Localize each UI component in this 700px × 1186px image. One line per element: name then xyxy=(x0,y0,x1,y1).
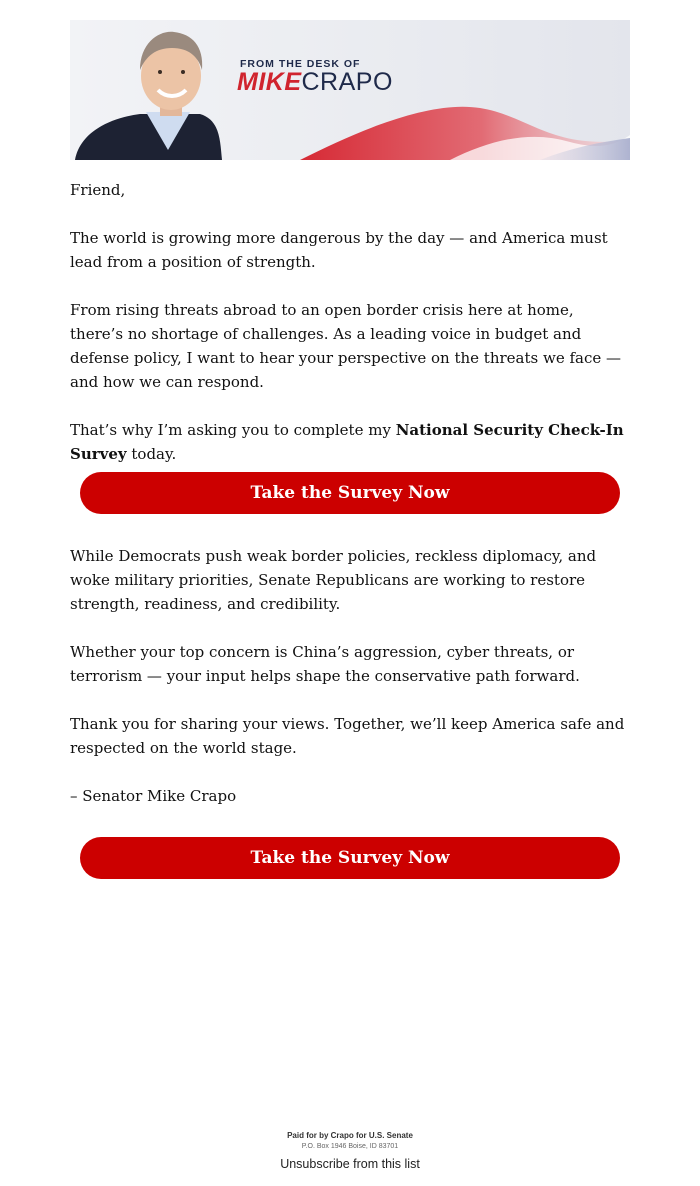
greeting: Friend, xyxy=(70,181,126,199)
take-survey-button-bottom[interactable]: Take the Survey Now xyxy=(80,837,620,879)
email-footer xyxy=(0,1130,700,1174)
paragraph-6: Thank you for sharing your views. Together, we’ll keep America safe and respected on the world stage. xyxy=(70,715,625,757)
paid-for-disclaimer: Paid for by Crapo for U.S. Senate xyxy=(287,1131,413,1140)
paragraph-4: While Democrats push weak border policies, reckless diplomacy, and woke military priorities, Senate Republicans are working to restore strength, readiness, and credibility. xyxy=(70,547,597,613)
take-survey-button-top[interactable]: Take the Survey Now xyxy=(80,472,620,514)
paragraph-3-intro: That’s why I’m asking you to complete my xyxy=(70,421,396,439)
email-body-top xyxy=(70,178,630,490)
paragraph-1: The world is growing more dangerous by the day — and America must lead from a position of strength. xyxy=(70,229,608,271)
survey-name: National Security Check-In Survey xyxy=(70,421,624,463)
senator-portrait xyxy=(70,20,230,160)
banner-name-logo xyxy=(237,68,393,96)
header-banner xyxy=(70,20,630,160)
signature: – Senator Mike Crapo xyxy=(70,787,237,805)
banner-last-name: CRAPO xyxy=(301,68,393,96)
mailing-address: P.O. Box 1946 Boise, ID 83701 xyxy=(301,1143,399,1150)
paragraph-3 xyxy=(70,418,630,466)
paragraph-2: From rising threats abroad to an open border crisis here at home, there’s no shortage of challenges. As a leading voice in budget and defense policy, I want to hear your perspective on the threats we face — and how we can respond. xyxy=(70,301,622,391)
banner-first-name: MIKE xyxy=(237,68,302,96)
email-body-bottom xyxy=(70,544,630,832)
banner-label: FROM THE DESK OF xyxy=(240,58,361,70)
unsubscribe-link[interactable]: Unsubscribe from this list xyxy=(280,1157,420,1171)
paragraph-5: Whether your top concern is China’s aggression, cyber threats, or terrorism — your input helps shape the conservative path forward. xyxy=(70,643,580,685)
paragraph-3-end: today. xyxy=(126,445,177,463)
